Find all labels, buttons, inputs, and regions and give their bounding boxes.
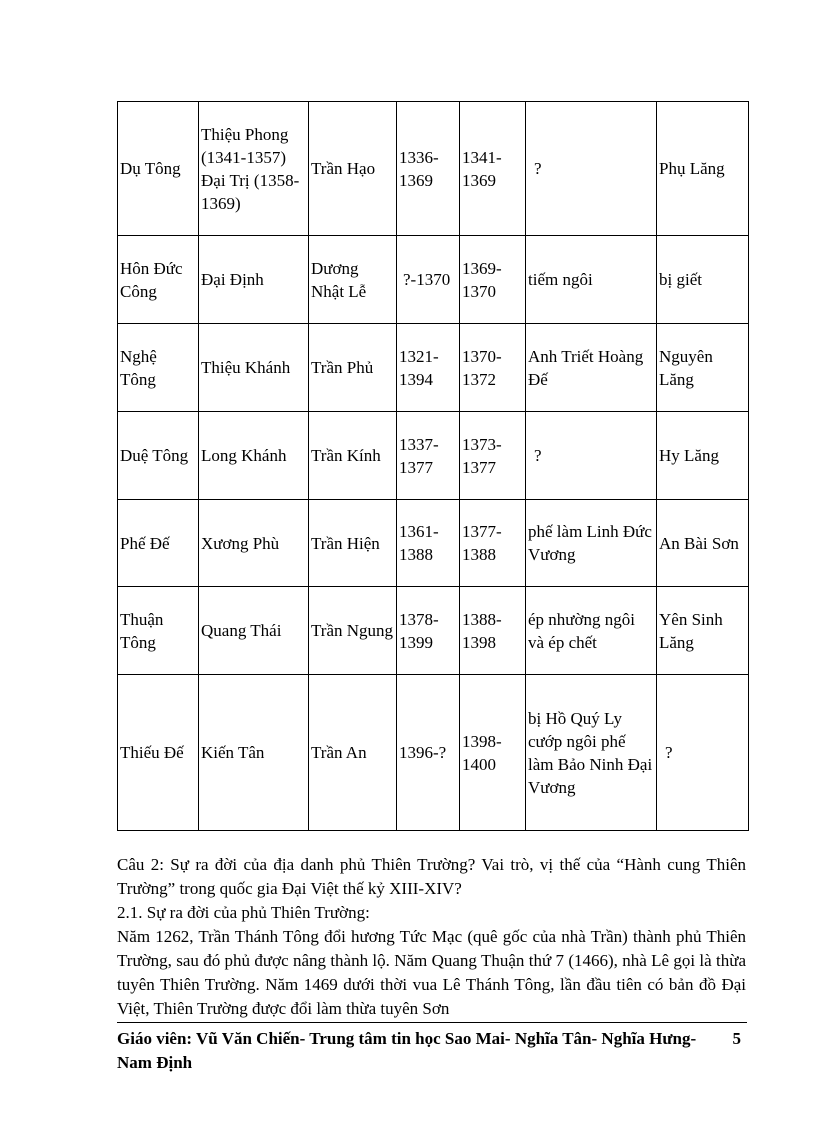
kings-table [117,101,749,831]
king-name-cell: Duệ Tông [118,412,199,500]
era-name-cell: Long Khánh [199,412,309,500]
tomb-cell: Yên Sinh Lăng [657,587,749,675]
king-name-cell: Dụ Tông [118,102,199,236]
personal-name-cell: Trần Hiện [309,500,397,587]
reign-cell: 1388-1398 [460,587,526,675]
tomb-cell: Hy Lăng [657,412,749,500]
king-name-cell: Thiếu Đế [118,675,199,831]
section-heading: 2.1. Sự ra đời của phủ Thiên Trường: [117,903,370,922]
table-row [118,102,749,236]
table-row [118,324,749,412]
reign-cell: 1369-1370 [460,236,526,324]
era-name-cell: Đại Định [199,236,309,324]
era-name-cell: Kiến Tân [199,675,309,831]
era-name-cell: Thiệu Khánh [199,324,309,412]
reign-cell: 1377-1388 [460,500,526,587]
reign-cell: 1370-1372 [460,324,526,412]
tomb-cell: ? [657,675,749,831]
reign-cell: 1341-1369 [460,102,526,236]
lifespan-cell: 1336-1369 [397,102,460,236]
personal-name-cell: Trần Ngung [309,587,397,675]
tomb-cell: Phụ Lăng [657,102,749,236]
footer-text: Giáo viên: Vũ Văn Chiến- Trung tâm tin học Sao Mai- Nghĩa Tân- Nghĩa Hưng- Nam Định [117,1029,697,1072]
note-cell: ? [526,102,657,236]
lifespan-cell: 1337-1377 [397,412,460,500]
personal-name-cell: Dương Nhật Lễ [309,236,397,324]
note-cell: ? [526,412,657,500]
era-name-cell: Thiệu Phong (1341-1357) Đại Trị (1358-1369) [199,102,309,236]
reign-cell: 1398-1400 [460,675,526,831]
question-text: Câu 2: Sự ra đời của địa danh phủ Thiên Trường? Vai trò, vị thế của “Hành cung Thiên Trường” trong quốc gia Đại Việt thế kỷ XIII-XIV? [117,855,746,898]
lifespan-cell: 1321-1394 [397,324,460,412]
lifespan-cell: 1378-1399 [397,587,460,675]
note-cell: bị Hồ Quý Ly cướp ngôi phế làm Bảo Ninh Đại Vương [526,675,657,831]
personal-name-cell: Trần Kính [309,412,397,500]
table-row [118,236,749,324]
body-paragraph: Năm 1262, Trần Thánh Tông đổi hương Tức Mạc (quê gốc của nhà Trần) thành phủ Thiên Trường, sau đó phủ được nâng thành lộ. Năm Quang Thuận thứ 7 (1466), nhà Lê gọi là thừa tuyên Thiên Trường. Năm 1469 dưới thời vua Lê Thánh Tông, lần đầu tiên có bản đồ Đại Việt, Thiên Trường được đổi làm thừa tuyên Sơn [117,927,746,1018]
era-name-cell: Xương Phù [199,500,309,587]
page-number: 5 [732,1029,741,1048]
page-footer [117,1027,747,1075]
king-name-cell: Phế Đế [118,500,199,587]
tomb-cell: bị giết [657,236,749,324]
personal-name-cell: Trần Phủ [309,324,397,412]
personal-name-cell: Trần Hạo [309,102,397,236]
king-name-cell: Nghệ Tông [118,324,199,412]
footer-divider [117,1022,747,1023]
lifespan-cell: 1361-1388 [397,500,460,587]
note-cell: ép nhường ngôi và ép chết [526,587,657,675]
table-row [118,587,749,675]
reign-cell: 1373-1377 [460,412,526,500]
lifespan-cell: ?-1370 [397,236,460,324]
table-row [118,675,749,831]
era-name-cell: Quang Thái [199,587,309,675]
note-cell: phế làm Linh Đức Vương [526,500,657,587]
note-cell: tiếm ngôi [526,236,657,324]
king-name-cell: Thuận Tông [118,587,199,675]
tomb-cell: An Bài Sơn [657,500,749,587]
personal-name-cell: Trần An [309,675,397,831]
lifespan-cell: 1396-? [397,675,460,831]
table-row [118,500,749,587]
table-row [118,412,749,500]
note-cell: Anh Triết Hoàng Đế [526,324,657,412]
king-name-cell: Hôn Đức Công [118,236,199,324]
tomb-cell: Nguyên Lăng [657,324,749,412]
